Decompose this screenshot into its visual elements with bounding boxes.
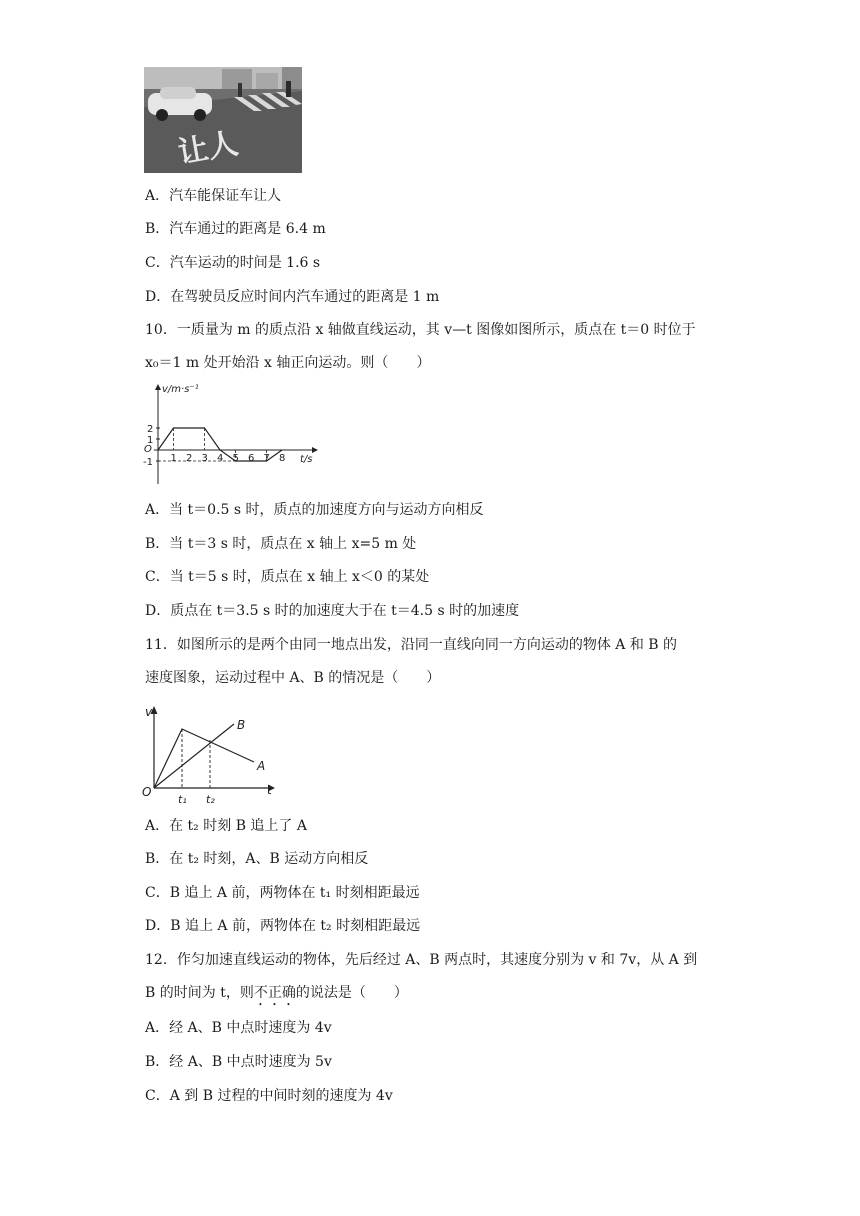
x-axis-label: t (267, 783, 272, 797)
q10-stem-line2: x₀＝1 m 处开始沿 x 轴正向运动。则（ ） (145, 355, 431, 371)
series-a-line (154, 729, 254, 788)
q11-option-d: D．B 追上 A 前，两物体在 t₂ 时刻相距最远 (145, 918, 421, 934)
q11-stem-line2: 速度图象，运动过程中 A、B 的情况是（ ） (145, 670, 441, 686)
tick-t1: t₁ (178, 793, 187, 806)
q12-option-b: B．经 A、B 中点时速度为 5v (145, 1054, 332, 1070)
y-axis-label: v (145, 705, 153, 719)
q11-option-c: C．B 追上 A 前，两物体在 t₁ 时刻相距最远 (145, 885, 420, 901)
y-tick-label: 1 (147, 435, 154, 446)
y-tick-label: 2 (147, 424, 154, 435)
x-tick-label: 1 (170, 453, 177, 464)
q12-option-a: A．经 A、B 中点时速度为 4v (145, 1020, 332, 1036)
q12-stem-pre: B 的时间为 t，则 (145, 985, 254, 1001)
q12-stem-line1: 12．作匀加速直线运动的物体，先后经过 A、B 两点时，其速度分别为 v 和 7v，从 A 到 (145, 952, 698, 968)
q11-stem-line1: 11．如图所示的是两个由同一地点出发，沿同一直线向同一方向运动的物体 A 和 B 的 (145, 637, 678, 653)
y-axis-label: v/m·s⁻¹ (162, 384, 199, 395)
origin-label: O (142, 785, 152, 799)
q11-option-a: A．在 t₂ 时刻 B 追上了 A (145, 818, 307, 834)
q10-option-b: B．当 t＝3 s 时，质点在 x 轴上 x=5 m 处 (145, 536, 417, 552)
q10-option-d: D．质点在 t＝3.5 s 时的加速度大于在 t＝4.5 s 时的加速度 (145, 603, 520, 619)
q10-stem-line1: 10．一质量为 m 的质点沿 x 轴做直线运动，其 v—t 图像如图所示，质点在 t＝0 时位于 (145, 322, 696, 338)
q10-option-a: A．当 t＝0.5 s 时，质点的加速度方向与运动方向相反 (145, 502, 484, 518)
q11-option-b: B．在 t₂ 时刻，A、B 运动方向相反 (145, 851, 369, 867)
tick-t2: t₂ (206, 793, 215, 806)
series-b-label: B (237, 718, 246, 732)
y-tick-label: -1 (143, 457, 153, 468)
x-tick-label: 6 (248, 453, 255, 464)
x-tick-label: 8 (279, 453, 286, 464)
q9-option-a: A．汽车能保证车让人 (145, 188, 282, 204)
q12-stem-line2 (145, 983, 408, 1009)
x-tick-label: 3 (201, 453, 208, 464)
q12-stem-post: 的说法是（ ） (295, 985, 408, 1001)
x-tick-label: 4 (217, 453, 224, 464)
y-axis-arrow (155, 384, 161, 390)
x-tick-label: 7 (263, 453, 270, 464)
road-marking-text: 让人 (175, 126, 241, 171)
x-axis-label: t/s (300, 454, 313, 465)
series-a-label: A (257, 759, 266, 773)
q10-vt-chart (140, 380, 320, 490)
x-tick-label: 2 (186, 453, 193, 464)
x-tick-label: 5 (232, 453, 239, 464)
crosswalk-photo (144, 67, 302, 173)
q10-option-c: C．当 t＝5 s 时，质点在 x 轴上 x＜0 的某处 (145, 569, 430, 585)
origin-label: O (144, 444, 152, 455)
q12-stem-emphasis: 不正确 (253, 985, 296, 1001)
q9-option-c: C．汽车运动的时间是 1.6 s (145, 255, 321, 271)
x-axis-arrow (312, 447, 318, 453)
q12-option-c: C．A 到 B 过程的中间时刻的速度为 4v (145, 1088, 393, 1104)
q9-option-d: D．在驾驶员反应时间内汽车通过的距离是 1 m (145, 289, 440, 305)
q11-vt-chart (140, 702, 290, 812)
series-b-line (154, 724, 234, 788)
q9-option-b: B．汽车通过的距离是 6.4 m (145, 221, 326, 237)
